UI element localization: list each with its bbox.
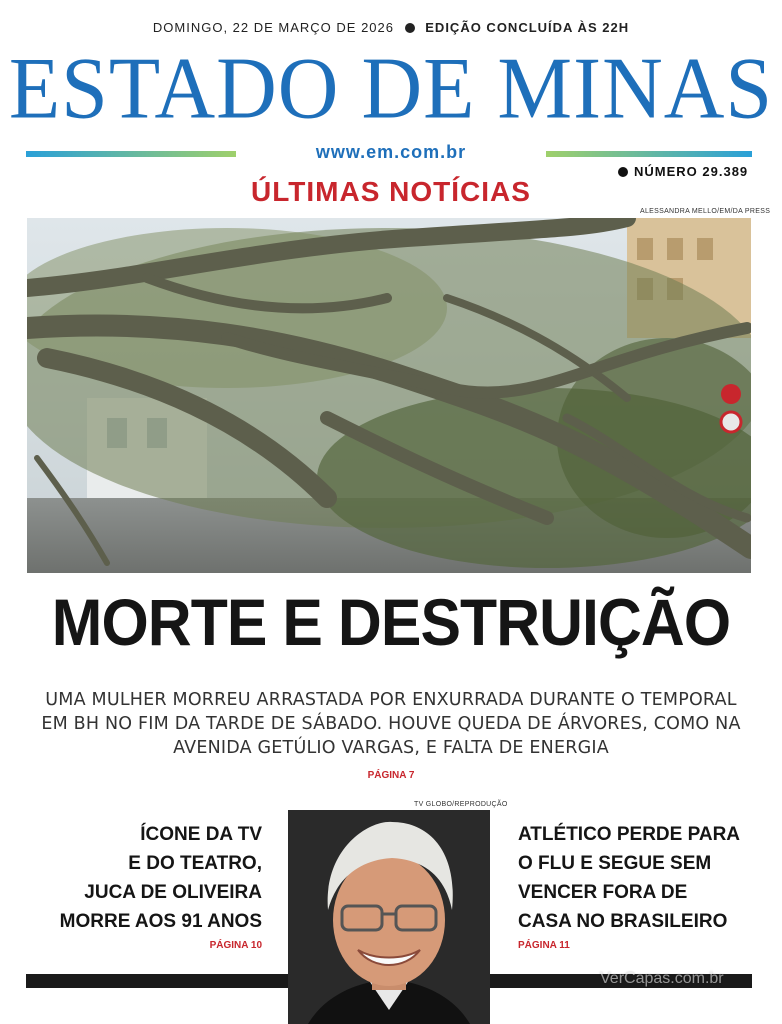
lead-headline: MORTE E DESTRUIÇÃO [51, 585, 731, 659]
headline-line: JUCA DE OLIVEIRA [84, 882, 262, 903]
portrait-photo [288, 810, 490, 1024]
issue-number-text: NÚMERO 29.389 [634, 164, 749, 179]
portrait-credit: TV GLOBO/REPRODUÇÃO [414, 801, 508, 808]
website-url: www.em.com.br [315, 142, 467, 162]
headline-line: VENCER FORA DE [518, 882, 688, 903]
headline-line: CASA NO BRASILEIRO [518, 911, 728, 932]
left-story-headline [40, 820, 262, 936]
date-text: DOMINGO, 22 DE MARÇO DE 2026 [152, 20, 395, 35]
left-story-page-ref: PÁGINA 10 [209, 940, 262, 951]
edition-text: EDIÇÃO CONCLUÍDA ÀS 22H [425, 20, 630, 35]
photo-credit: ALESSANDRA MELLO/EM/DA PRESS [640, 208, 771, 215]
lead-photo [27, 218, 751, 573]
right-story-headline [518, 820, 758, 936]
masthead-logo: ESTADO DE MINAS [8, 39, 774, 138]
portrait-image [288, 810, 490, 1024]
right-story-page-ref: PÁGINA 11 [518, 940, 570, 951]
headline-line: MORRE AOS 91 ANOS [59, 911, 262, 932]
headline-line: E DO TEATRO, [128, 853, 262, 874]
fallen-tree-image [27, 218, 751, 573]
headline-line: O FLU E SEGUE SEM [518, 853, 712, 874]
dateline [0, 20, 782, 35]
headline-line: ATLÉTICO PERDE PARA [518, 824, 741, 845]
headline-line: ÍCONE DA TV [140, 824, 262, 845]
bullet-icon [405, 23, 415, 33]
section-kicker: ÚLTIMAS NOTÍCIAS [251, 176, 531, 207]
footer-bar-left [26, 974, 288, 988]
lead-deck: UMA MULHER MORREU ARRASTADA POR ENXURRADA DURANTE O TEMPORAL EM BH NO FIM DA TARDE DE SÁBADO. HOUVE QUEDA DE ÁRVORES, COMO NA AVENIDA GETÚLIO VARGAS, E FALTA DE ENERGIA [41, 690, 741, 758]
lead-page-ref: PÁGINA 7 [367, 770, 415, 781]
watermark: VerCapas.com.br [600, 970, 724, 987]
